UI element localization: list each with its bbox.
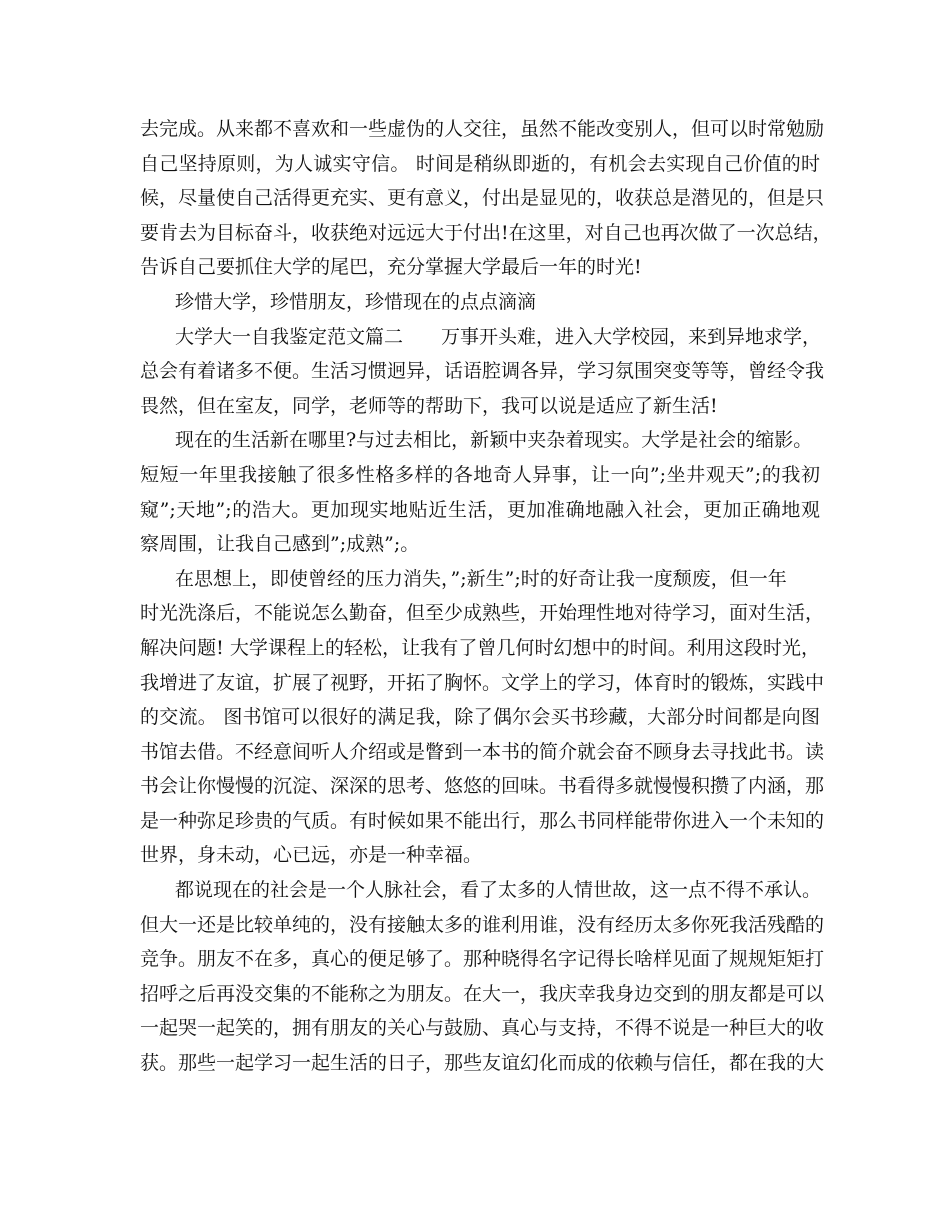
text-line: 察周围，让我自己感到”;成熟”;。 (140, 533, 420, 556)
text-line: 是一种弥足珍贵的气质。有时候如果不能出行，那么书同样能带你进入一个未知的 (140, 809, 825, 832)
text-line: 告诉自己要抓住大学的尾巴，充分掌握大学最后一年的时光! (140, 256, 642, 279)
text-line: 书会让你慢慢的沉淀、深深的思考、悠悠的回味。书看得多就慢慢积攒了内涵，那 (140, 775, 825, 798)
text-line: 招呼之后再没交集的不能称之为朋友。在大一，我庆幸我身边交到的朋友都是可以 (140, 982, 825, 1005)
text-line: 获。那些一起学习一起生活的日子，那些友谊幻化而成的依赖与信任，都在我的大 (140, 1052, 825, 1075)
text-line: 总会有着诸多不便。生活习惯迥异，话语腔调各异，学习氛围突变等等，曾经令我 (140, 360, 825, 383)
text-line: 窥”;天地”;的浩大。更加现实地贴近生活，更加准确地融入社会，更加正确地观 (140, 498, 820, 521)
text-line: 世界，身未动，心已远，亦是一种幸福。 (140, 844, 483, 867)
section-title-line: 大学大一自我鉴定范文篇二 万事开头难，进入大学校园，来到异地求学， (175, 325, 822, 348)
text-line: 竞争。朋友不在多，真心的便足够了。那种晓得名字记得长啥样见面了规规矩矩打 (140, 948, 825, 971)
text-line: 书馆去借。不经意间听人介绍或是瞥到一本书的简介就会奋不顾身去寻找此书。读 (140, 740, 825, 763)
text-line: 的交流。 图书馆可以很好的满足我，除了偶尔会买书珍藏，大部分时间都是向图 (140, 706, 820, 729)
text-line: 候，尽量使自己活得更充实、更有意义，付出是显见的，收获总是潜见的，但是只 (140, 187, 825, 210)
paragraph-start: 都说现在的社会是一个人脉社会，看了太多的人情世故，这一点不得不承认。 (175, 879, 822, 902)
text-line: 要肯去为目标奋斗，收获绝对远远大于付出!在这里，对自己也再次做了一次总结， (140, 221, 832, 244)
text-line: 我增进了友谊，扩展了视野，开拓了胸怀。文学上的学习，体育时的锻炼，实践中 (140, 671, 825, 694)
paragraph-start: 现在的生活新在哪里?与过去相比，新颖中夹杂着现实。大学是社会的缩影。 (175, 429, 813, 452)
text-line: 去完成。从来都不喜欢和一些虚伪的人交往，虽然不能改变别人，但可以时常勉励 (140, 118, 825, 140)
text-line: 但大一还是比较单纯的，没有接触太多的谁利用谁，没有经历太多你死我活残酷的 (140, 913, 825, 936)
paragraph-start: 在思想上，即使曾经的压力消失，”;新生”;时的好奇让我一度颓废，但一年 (175, 567, 787, 590)
text-line: 畏然，但在室友，同学，老师等的帮助下，我可以说是适应了新生活! (140, 394, 718, 417)
text-line: 一起哭一起笑的，拥有朋友的关心与鼓励、真心与支持，不得不说是一种巨大的收 (140, 1017, 825, 1040)
text-line: 自己坚持原则，为人诚实守信。 时间是稍纵即逝的，有机会去实现自己价值的时 (140, 152, 820, 175)
text-line: 时光洗涤后，不能说怎么勤奋，但至少成熟些，开始理性地对待学习，面对生活， (140, 602, 825, 625)
text-line: 短短一年里我接触了很多性格多样的各地奇人异事，让一向”;坐井观天”;的我初 (140, 463, 820, 486)
text-line: 解决问题! 大学课程上的轻松，让我有了曾几何时幻想中的时间。利用这段时光， (140, 636, 820, 659)
paragraph-heading: 珍惜大学，珍惜朋友，珍惜现在的点点滴滴 (175, 290, 537, 313)
document-body (140, 112, 832, 1081)
